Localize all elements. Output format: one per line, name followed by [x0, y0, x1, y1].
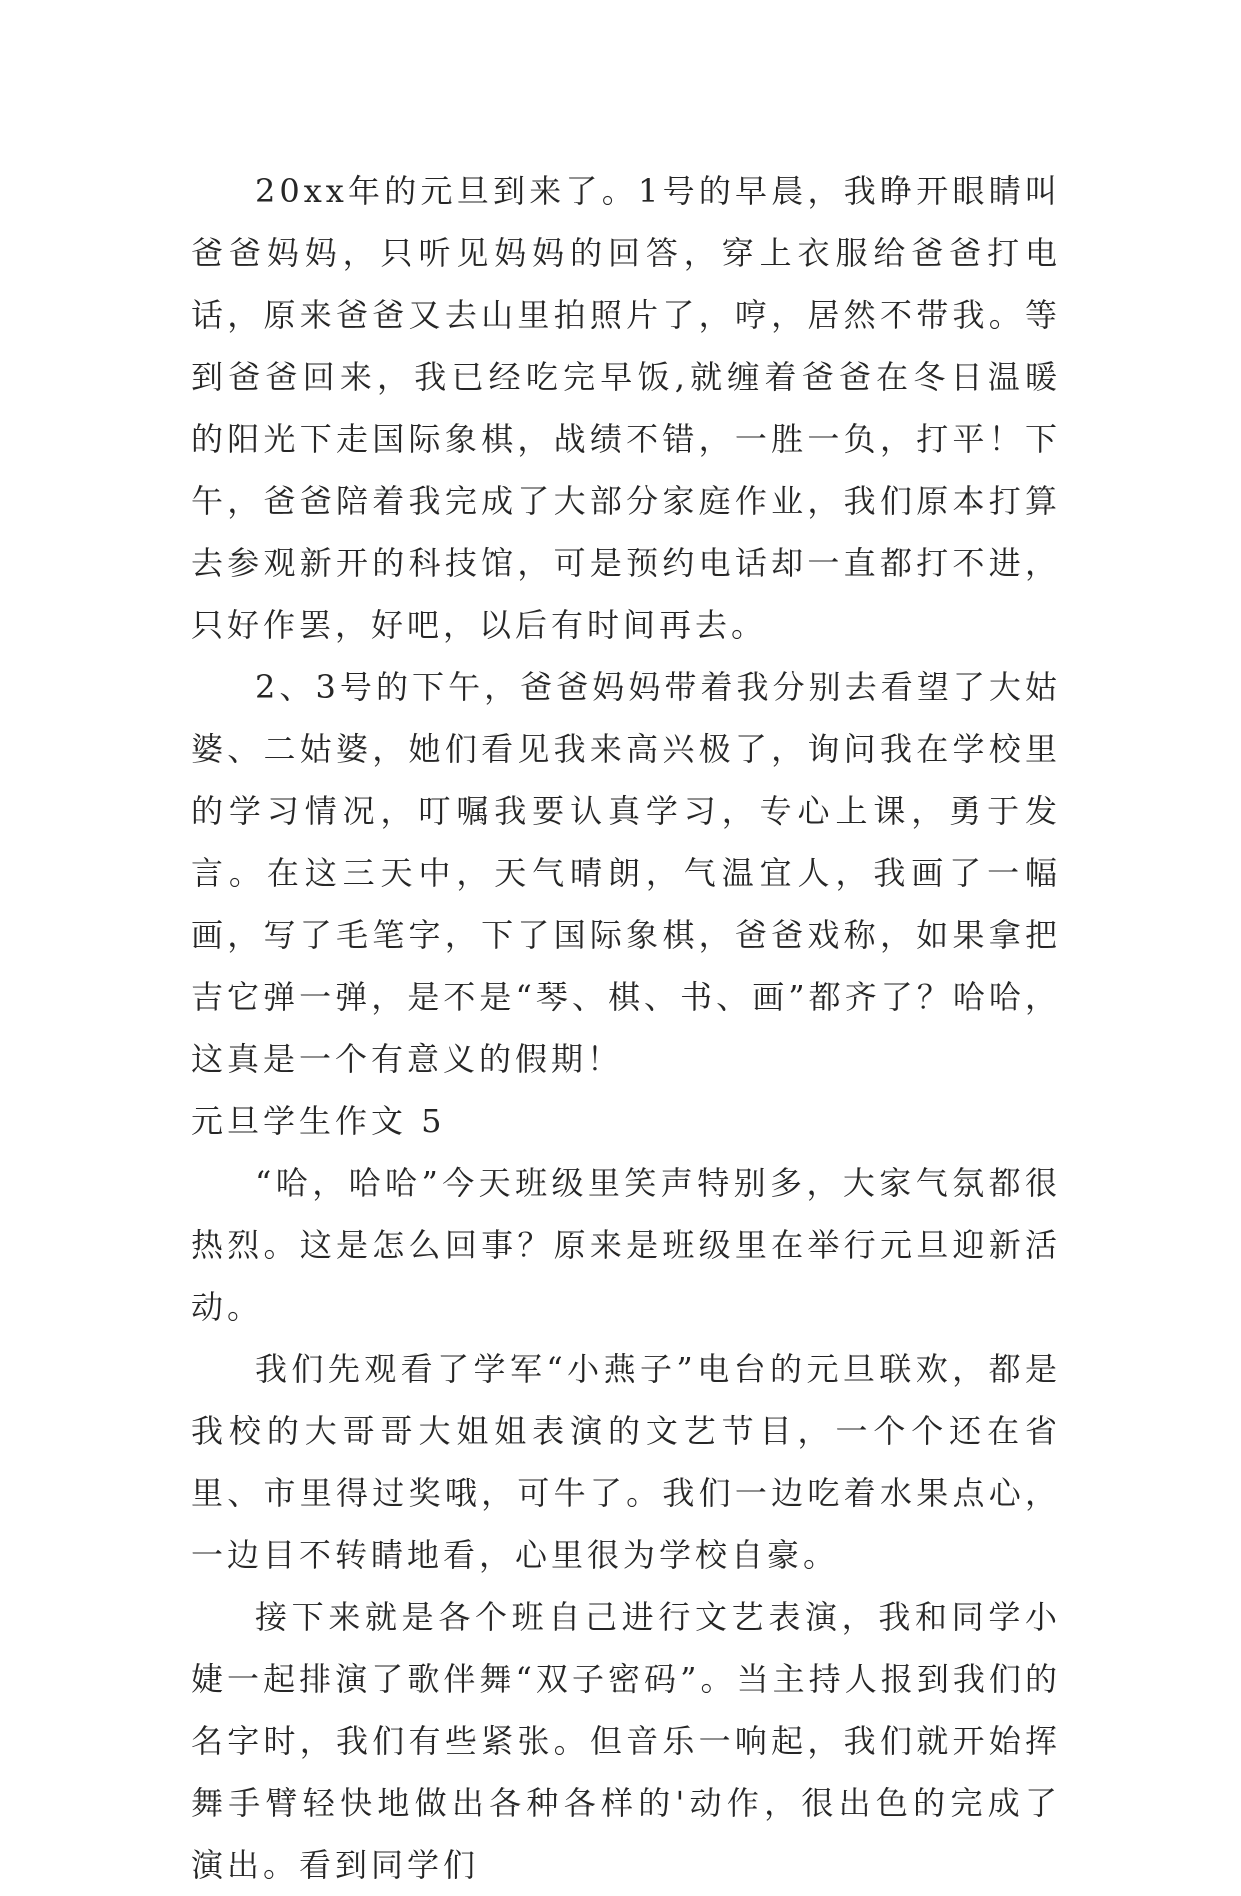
paragraph-class-laughter: “哈，哈哈”今天班级里笑声特别多，大家气氛都很热烈。这是怎么回事？原来是班级里在举行元旦迎新活动。: [191, 1164, 1061, 1326]
document-body: [191, 160, 1061, 1896]
paragraph-new-year-morning: 20xx年的元旦到来了。1号的早晨，我睁开眼睛叫爸爸妈妈，只听见妈妈的回答，穿上衣服给爸爸打电话，原来爸爸又去山里拍照片了，哼，居然不带我。等到爸爸回来，我已经吃完早饭,就缠着爸爸在冬日温暖的阳光下走国际象棋，战绩不错，一胜一负，打平！下午，爸爸陪着我完成了大部分家庭作业，我们原本打算去参观新开的科技馆，可是预约电话却一直都打不进，只好作罢，好吧，以后有时间再去。: [191, 172, 1061, 644]
paragraph-radio-show: 我们先观看了学军“小燕子”电台的元旦联欢，都是我校的大哥哥大姐姐表演的文艺节目，一个个还在省里、市里得过奖哦，可牛了。我们一边吃着水果点心，一边目不转睛地看，心里很为学校自豪。: [191, 1350, 1061, 1574]
essay-heading: 元旦学生作文 5: [191, 1102, 446, 1140]
paragraph-class-performance: 接下来就是各个班自己进行文艺表演，我和同学小婕一起排演了歌伴舞“双子密码”。当主持人报到我们的名字时，我们有些紧张。但音乐一响起，我们就开始挥舞手臂轻快地做出各种各样的'动作，很出色的完成了演出。看到同学们: [191, 1598, 1061, 1884]
paragraph-visiting-relatives: 2、3号的下午，爸爸妈妈带着我分别去看望了大姑婆、二姑婆，她们看见我来高兴极了，询问我在学校里的学习情况，叮嘱我要认真学习，专心上课，勇于发言。在这三天中，天气晴朗，气温宜人，我画了一幅画，写了毛笔字，下了国际象棋，爸爸戏称，如果拿把吉它弹一弹，是不是“琴、棋、书、画”都齐了？哈哈，这真是一个有意义的假期！: [191, 668, 1061, 1078]
